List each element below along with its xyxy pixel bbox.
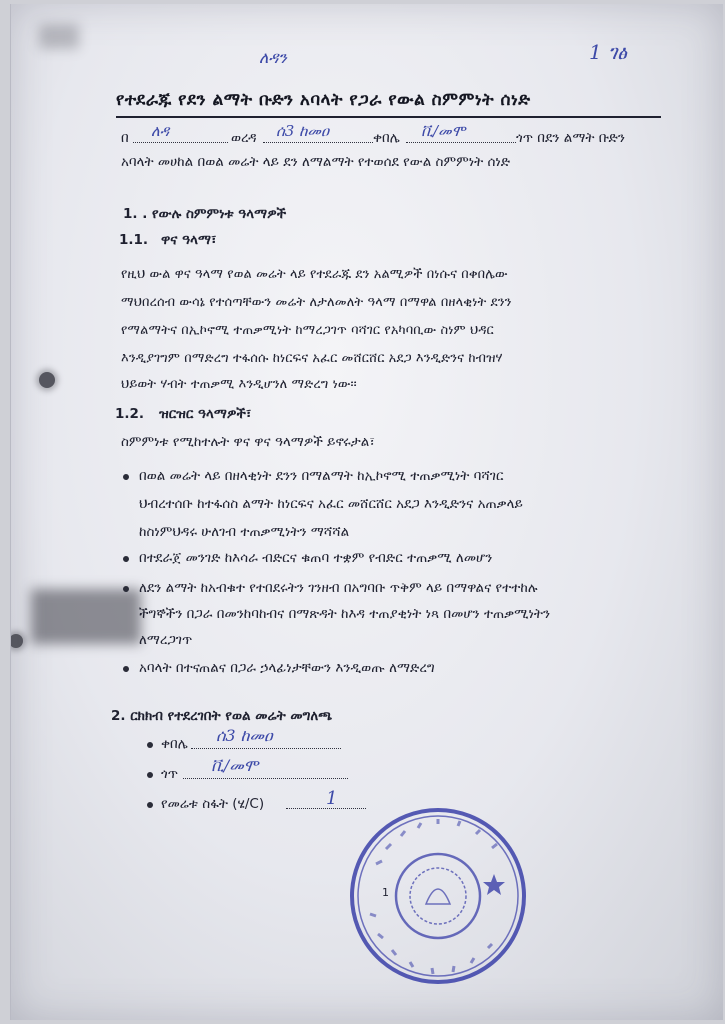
punch-hole — [10, 634, 23, 648]
woreda-label: ወረዳ — [231, 130, 257, 146]
subsection-1-2-intro: ስምምነቱ የሚከተሉት ዋና ዋና ዓላማዎች ይኖሩታል፣ — [121, 434, 375, 450]
subsection-1-2-title: ዝርዝር ዓላማዎች፣ — [159, 406, 252, 422]
bullet-point — [147, 772, 153, 778]
subsection-1-1-title: ዋና ዓላማ፣ — [161, 232, 217, 248]
fill-line — [191, 748, 341, 749]
stamp-emblem — [410, 868, 466, 924]
intro-suffix: ጎጥ በደን ልማት ቡድን — [516, 130, 625, 146]
intro-prefix: በ — [121, 130, 129, 146]
document-title: የተደራጁ የደን ልማት ቡድን አባላት የጋራ የውል ስምምነት ሰነድ — [116, 90, 531, 110]
field-value-kebele: ሰ3 ከመዐ — [216, 726, 273, 745]
paragraph-line: የዚህ ውል ዋና ዓላማ የወል መሬት ላይ የተደራጁ ደን አልሚዎች በነሱና በቀበሌው — [121, 267, 508, 282]
stamp-lettering — [370, 819, 497, 974]
field-value-area: 1 — [326, 788, 338, 809]
bullet-point — [123, 666, 129, 672]
bullet-line: በወል መሬት ላይ በዘላቂነት ደንን በማልማት ከኢኮኖሚ ተጠቃሚነት ባሻገር — [139, 468, 504, 484]
document-page — [10, 4, 723, 1020]
stamp-outer-ring — [352, 810, 524, 982]
bullet-point — [123, 474, 129, 480]
paragraph-line: ህይወት ሃብት ተጠቃሚ እንዲሆንለ ማድረግ ነው፡፡ — [121, 377, 357, 392]
paragraph-line: ማህበረሰብ ውሳኔ የተሰጣቸውን መሬት ለታለመለት ዓላማ በማዋል በዘላቂነት ደንን — [121, 295, 512, 310]
field-label-got: ጎጥ — [161, 766, 179, 782]
bullet-line: ከስነምህዳሩ ሁለገብ ተጠቃሚነትን ማሻሻል — [139, 524, 350, 540]
star-icon — [483, 874, 505, 895]
fill-line — [406, 142, 516, 143]
intro-line-2: አባላት መሀከል በወል መሬት ላይ ደን ለማልማት የተወሰደ የውል ስምምነት ሰነድ — [121, 154, 511, 170]
bullet-line: አባላት በተናጠልና በጋራ ኃላፊነታቸውን እንዲወጡ ለማድረግ — [139, 660, 435, 676]
stamp-center-ring — [396, 854, 480, 938]
bullet-point — [147, 802, 153, 808]
fill-line — [133, 142, 228, 143]
field-label-area: የመሬቱ ስፋት (ሄ/C) — [161, 796, 265, 812]
official-stamp — [346, 804, 531, 989]
stain — [31, 589, 141, 644]
subsection-1-2-number: 1.2. — [115, 406, 145, 422]
section-2-heading: 2. ርክክብ የተደረገበት የወል መሬት መግለጫ — [111, 708, 333, 724]
bullet-line: ህብረተሰቡ ከተፋሰስ ልማት ከነርፍና አፈር መሸርሸር አደጋ እንዲድንና አጠቃላይ — [139, 496, 523, 512]
fill-line — [263, 142, 373, 143]
kebele-label: ቀበሌ — [373, 130, 400, 146]
woreda-value: ሰ3 ከመዐ — [276, 122, 330, 140]
punch-hole — [39, 372, 55, 388]
bullet-point — [147, 742, 153, 748]
kebele-value: ቪ/መሞ — [421, 122, 466, 140]
stamp-number: 1 — [382, 886, 389, 899]
page-number-mark: 1 ገፅ — [589, 40, 627, 64]
bullet-line: ችግኞችን በጋራ በመንከባከብና በማጽዳት ከእዳ ተጠያቂነት ነጻ በመሆን ተጠቃሚነትን — [139, 606, 551, 622]
fill-line — [183, 778, 348, 779]
field-value-got: ቪ/መሞ — [211, 756, 259, 775]
stain — [39, 24, 79, 49]
title-underline — [116, 116, 661, 118]
bullet-line: ለደን ልማት ከአብቁተ የተበደሩትን ገንዘብ በአግባቡ ጥቅም ላይ በማዋልና የተተከሉ — [139, 580, 538, 596]
section-1-heading: 1. . የውሉ ስምምነቱ ዓላማዎች — [123, 206, 287, 222]
handwritten-note: ለዳን — [259, 48, 287, 67]
field-label-kebele: ቀበሌ — [161, 736, 188, 752]
bullet-line: ለማረጋገጥ — [139, 632, 193, 648]
paragraph-line: የማልማትና በኢኮኖሚ ተጠቃሚነት ከማረጋገጥ ባሻገር የአካባቢው ስነም ህዳር — [121, 323, 494, 338]
region-value: ለዳ — [151, 122, 170, 140]
paragraph-line: እንዲያገግም በማድረግ ተፋሰሱ ከነርፍና አፈር መሸርሸር አደጋ እንዲድንና ከብዝሃ — [121, 351, 503, 366]
subsection-1-1-number: 1.1. — [119, 232, 149, 248]
bullet-line: በተደራጀ መንገድ ከእሳራ ብድርና ቁጠባ ተቋም የብድር ተጠቃሚ ለመሆን — [139, 550, 493, 566]
stamp-emblem-shape — [426, 889, 450, 904]
bullet-point — [123, 586, 129, 592]
bullet-point — [123, 556, 129, 562]
